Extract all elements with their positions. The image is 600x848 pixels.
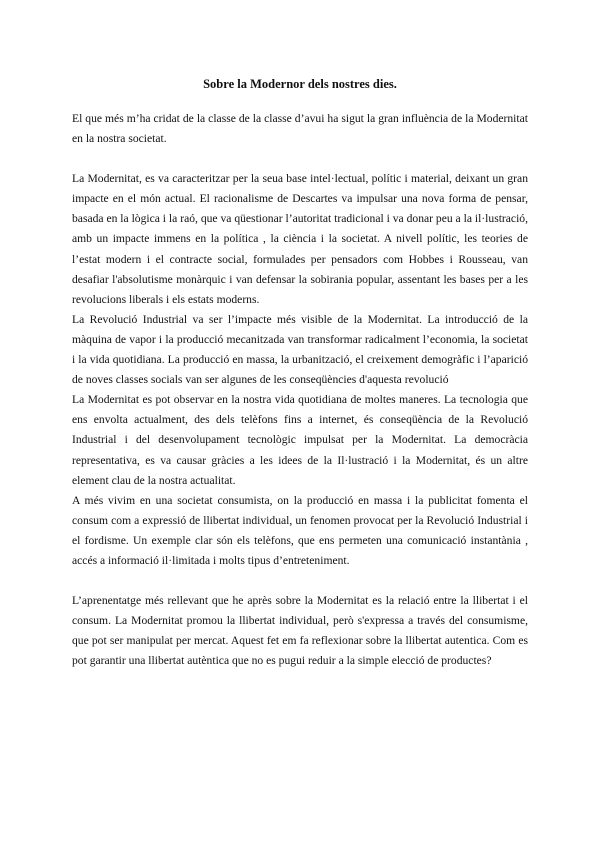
document-page	[72, 74, 528, 671]
paragraph-spacer	[72, 571, 528, 591]
paragraph-societat-consumista: A més vivim en una societat consumista, on la producció en massa i la publicitat fomenta el consum com a expressió de llibertat individual, un fenomen provocat per la Revolució Industrial i el fordisme. Un exemple clar són els telèfons, que ens permeten una comunicació instantània , accés a informació il·limitada i molts tipus d’entreteniment.	[72, 493, 528, 567]
paragraph-modernitat: La Modernitat, es va caracteritzar per la seua base intel·lectual, polític i material, deixant un gran impacte en el món actual. El racionalisme de Descartes va impulsar una nova forma de pensar, basada en la lògica i la raó, que va qüestionar l’autoritat tradicional i va donar peu a la il·lustració, amb un impacte immens en la política , la ciència i la societat. A nivell polític, les teories de l’estat modern i el contracte social, formulades per pensadors com Hobbes i Rousseau, van desafiar l'absolutisme monàrquic i van defensar la sobirania popular, assentant les bases per a les revolucions liberals i els estats moderns.	[72, 172, 528, 306]
document-title: Sobre la Modernor dels nostres dies.	[203, 77, 397, 91]
paragraph-intro: El que més m’ha cridat de la classe de la classe d’avui ha sigut la gran influència de la Modernitat en la nostra societat.	[72, 112, 528, 146]
paragraph-revolucio-industrial: La Revolució Industrial va ser l’impacte més visible de la Modernitat. La introducció de la màquina de vapor i la producció mecanitzada van transformar radicalment l’economia, la societat i la vida quotidiana. La producció en massa, la urbanització, el creixement demogràfic i l’aparició de noves classes socials van ser algunes de les conseqüències d'aquesta revolució	[72, 312, 528, 387]
paragraph-aprenentatge: L’aprenentatge més rellevant que he après sobre la Modernitat es la relació entre la llibertat i el consum. La Modernitat promou la llibertat individual, però s'expressa a través del consumisme, que pot ser manipulat per mercat. Aquest fet em fa reflexionar sobre la llibertat autentica. Com es pot garantir una llibertat autèntica que no es pugui reduir a la simple elecció de productes?	[72, 594, 528, 668]
paragraph-vida-quotidiana: La Modernitat es pot observar en la nostra vida quotidiana de moltes maneres. La tecnologia que ens envolta actualment, des dels telèfons fins a internet, és conseqüència de la Revolució Industrial i del desenvolupament tecnològic impulsat per la Modernitat. La democràcia representativa, es va causar gràcies a les idees de la Il·lustració i la Modernitat, és un altre element clau de la nostra actualitat.	[72, 393, 528, 487]
paragraph-spacer	[72, 149, 528, 169]
